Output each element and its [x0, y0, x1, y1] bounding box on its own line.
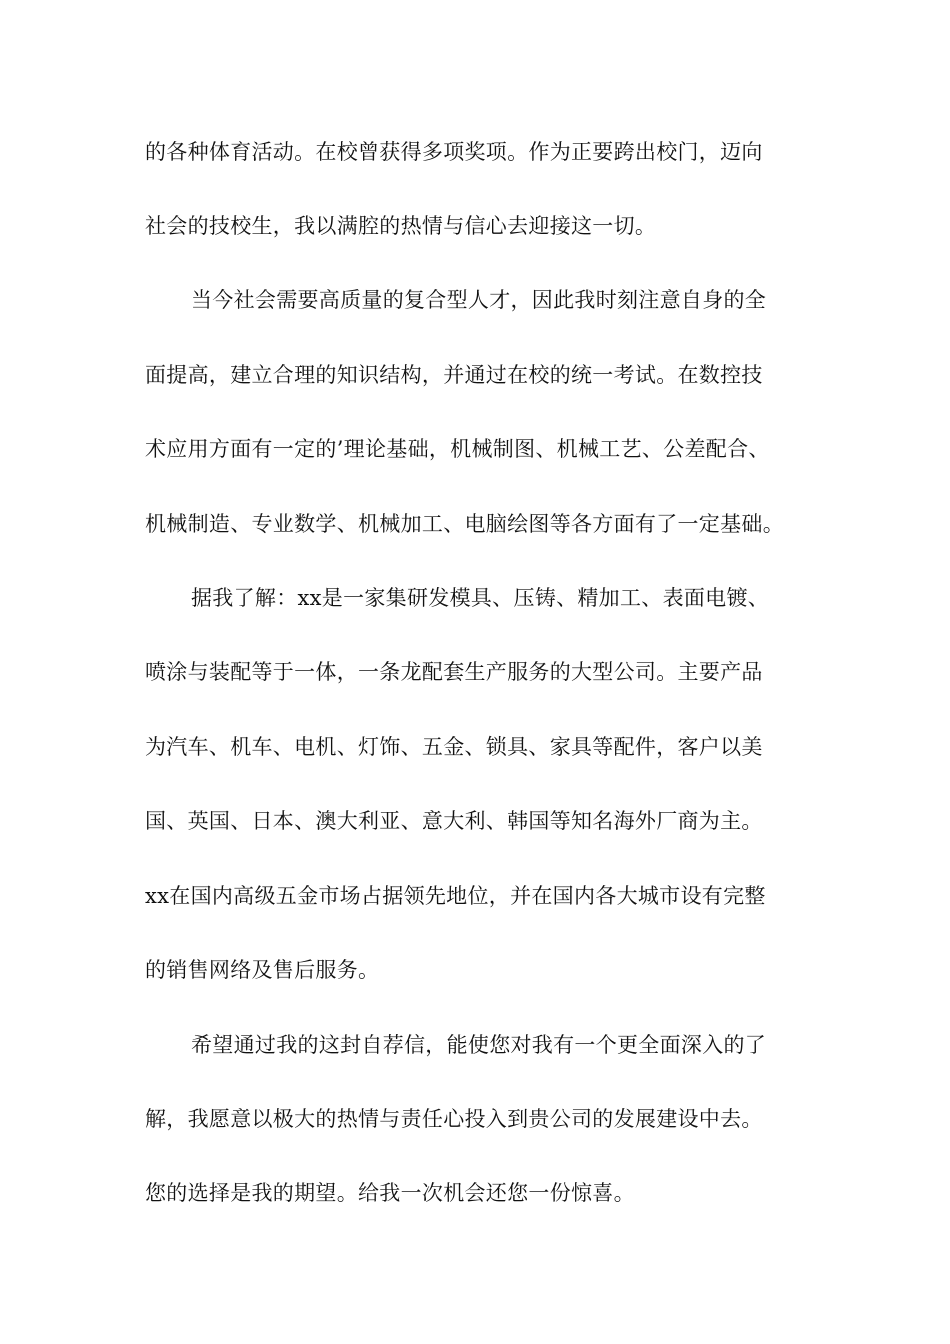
text-line: xx在国内高级五金市场占据领先地位，并在国内各大城市设有完整 [145, 884, 766, 908]
paragraph-start-line: 当今社会需要高质量的复合型人才，因此我时刻注意自身的全 [191, 288, 767, 312]
text-line: 机械制造、专业数学、机械加工、电脑绘图等各方面有了一定基础。 [145, 512, 784, 536]
text-line: 您的选择是我的期望。给我一次机会还您一份惊喜。 [145, 1181, 635, 1205]
text-line: 社会的技校生，我以满腔的热情与信心去迎接这一切。 [145, 214, 657, 238]
text-line: 喷涂与装配等于一体，一条龙配套生产服务的大型公司。主要产品 [145, 660, 763, 684]
paragraph-start-line: 希望通过我的这封自荐信，能使您对我有一个更全面深入的了 [191, 1033, 767, 1057]
text-line: 解，我愿意以极大的热情与责任心投入到贵公司的发展建设中去。 [145, 1107, 763, 1131]
text-line: 国、英国、日本、澳大利亚、意大利、韩国等知名海外厂商为主。 [145, 809, 763, 833]
text-line: 术应用方面有一定的’理论基础，机械制图、机械工艺、公差配合、 [145, 437, 770, 461]
text-line: 为汽车、机车、电机、灯饰、五金、锁具、家具等配件，客户以美 [145, 735, 763, 759]
text-line: 面提高，建立合理的知识结构，并通过在校的统一考试。在数控技 [145, 363, 763, 387]
paragraph-start-line: 据我了解：xx是一家集研发模具、压铸、精加工、表面电镀、 [191, 586, 770, 610]
text-line: 的各种体育活动。在校曾获得多项奖项。作为正要跨出校门，迈向 [145, 140, 763, 164]
text-line: 的销售网络及售后服务。 [145, 958, 380, 982]
